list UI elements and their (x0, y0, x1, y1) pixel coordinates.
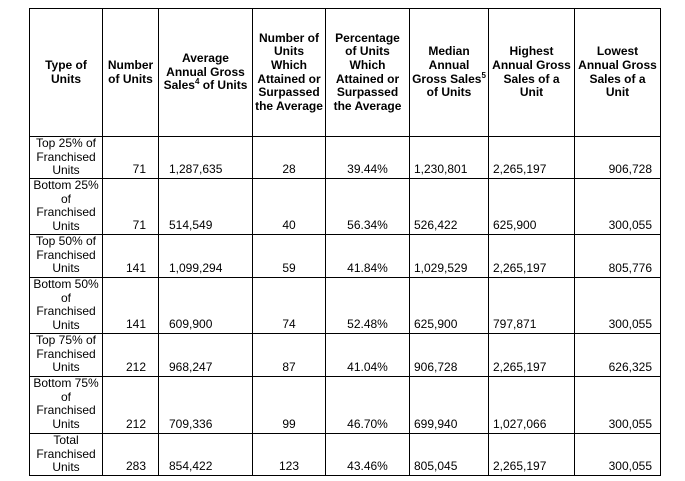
cell-lowest-sales: 300,055 (575, 278, 661, 334)
header-type-of-units: Type of Units (30, 9, 103, 137)
cell-number-of-units: 71 (103, 179, 159, 235)
cell-average-sales: 709,336 (159, 377, 253, 434)
cell-number-attained: 74 (253, 278, 326, 334)
cell-average-sales: 514,549 (159, 179, 253, 235)
cell-median-sales: 699,940 (410, 377, 489, 434)
cell-percentage-attained: 56.34% (326, 179, 410, 235)
cell-average-sales: 609,900 (159, 278, 253, 334)
table-row (30, 334, 661, 377)
cell-percentage-attained: 39.44% (326, 137, 410, 179)
cell-average-sales: 1,099,294 (159, 235, 253, 278)
cell-average-sales: 854,422 (159, 434, 253, 476)
cell-median-sales: 805,045 (410, 434, 489, 476)
cell-highest-sales: 2,265,197 (489, 235, 575, 278)
cell-median-sales: 625,900 (410, 278, 489, 334)
cell-lowest-sales: 805,776 (575, 235, 661, 278)
cell-type: Top 25% of Franchised Units (30, 137, 103, 179)
cell-number-of-units: 141 (103, 235, 159, 278)
header-highest-annual-gross-sales: Highest Annual Gross Sales of a Unit (489, 9, 575, 137)
cell-number-of-units: 141 (103, 278, 159, 334)
cell-number-attained: 99 (253, 377, 326, 434)
header-median-annual-gross-sales: Median Annual Gross Sales$^5$ of Units (410, 9, 489, 137)
header-lowest-annual-gross-sales: Lowest Annual Gross Sales of a Unit (575, 9, 661, 137)
cell-highest-sales: 2,265,197 (489, 434, 575, 476)
header-number-attained-average: Number of Units Which Attained or Surpassed the Average (253, 9, 326, 137)
cell-number-attained: 40 (253, 179, 326, 235)
table-row (30, 377, 661, 434)
cell-highest-sales: 625,900 (489, 179, 575, 235)
cell-median-sales: 1,230,801 (410, 137, 489, 179)
cell-percentage-attained: 41.04% (326, 334, 410, 377)
cell-number-attained: 28 (253, 137, 326, 179)
cell-number-of-units: 212 (103, 334, 159, 377)
cell-lowest-sales: 300,055 (575, 434, 661, 476)
cell-type: Bottom 75% of Franchised Units (30, 377, 103, 434)
cell-number-attained: 87 (253, 334, 326, 377)
cell-lowest-sales: 626,325 (575, 334, 661, 377)
cell-lowest-sales: 300,055 (575, 377, 661, 434)
cell-median-sales: 906,728 (410, 334, 489, 377)
cell-number-of-units: 212 (103, 377, 159, 434)
cell-percentage-attained: 41.84% (326, 235, 410, 278)
cell-number-of-units: 283 (103, 434, 159, 476)
cell-median-sales: 526,422 (410, 179, 489, 235)
cell-number-attained: 59 (253, 235, 326, 278)
franchise-sales-table (29, 8, 661, 476)
cell-percentage-attained: 46.70% (326, 377, 410, 434)
cell-highest-sales: 1,027,066 (489, 377, 575, 434)
header-average-annual-gross-sales: Average Annual Gross Sales$^4$ of Units (159, 9, 253, 137)
table-row (30, 278, 661, 334)
cell-type: Bottom 50% of Franchised Units (30, 278, 103, 334)
cell-type: Total Franchised Units (30, 434, 103, 476)
table-row (30, 235, 661, 278)
cell-number-attained: 123 (253, 434, 326, 476)
cell-type: Bottom 25% of Franchised Units (30, 179, 103, 235)
cell-median-sales: 1,029,529 (410, 235, 489, 278)
cell-average-sales: 1,287,635 (159, 137, 253, 179)
table-row (30, 179, 661, 235)
cell-highest-sales: 2,265,197 (489, 137, 575, 179)
cell-type: Top 50% of Franchised Units (30, 235, 103, 278)
cell-highest-sales: 797,871 (489, 278, 575, 334)
cell-percentage-attained: 52.48% (326, 278, 410, 334)
header-percentage-attained-average: Percentage of Units Which Attained or Surpassed the Average (326, 9, 410, 137)
table-row (30, 137, 661, 179)
cell-percentage-attained: 43.46% (326, 434, 410, 476)
cell-average-sales: 968,247 (159, 334, 253, 377)
header-number-of-units: Number of Units (103, 9, 159, 137)
cell-number-of-units: 71 (103, 137, 159, 179)
table-row (30, 434, 661, 476)
cell-highest-sales: 2,265,197 (489, 334, 575, 377)
cell-lowest-sales: 906,728 (575, 137, 661, 179)
header-row (30, 9, 661, 137)
cell-type: Top 75% of Franchised Units (30, 334, 103, 377)
cell-lowest-sales: 300,055 (575, 179, 661, 235)
